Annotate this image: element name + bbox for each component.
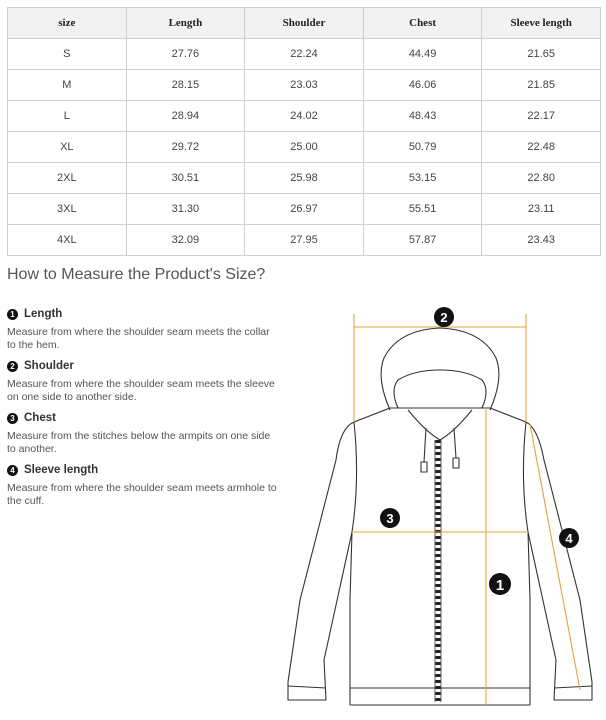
header-shoulder: Shoulder <box>245 8 364 39</box>
table-cell: 57.87 <box>363 225 482 256</box>
table-cell: 3XL <box>8 194 127 225</box>
left-cuff-seam <box>288 686 326 688</box>
right-cuff-seam <box>554 686 592 688</box>
table-row <box>8 194 601 225</box>
left-armhole-seam <box>352 422 357 532</box>
guide-title-sleeve-length: Sleeve length <box>24 464 99 476</box>
marker-4 <box>559 528 579 548</box>
table-cell: 26.97 <box>245 194 364 225</box>
marker-2-label: 2 <box>440 310 448 325</box>
table-header-row <box>8 8 601 39</box>
guide-item-head <box>7 410 277 426</box>
guide-title-chest: Chest <box>24 412 56 424</box>
left-drawstring-tip <box>421 462 427 472</box>
table-cell: 29.72 <box>126 132 245 163</box>
guide-item-sleeve-length <box>7 462 277 514</box>
left-drawstring <box>424 428 426 462</box>
marker-4-label: 4 <box>565 531 573 546</box>
table-cell: 32.09 <box>126 225 245 256</box>
hood-inner <box>394 370 486 408</box>
table-cell: 44.49 <box>363 39 482 70</box>
number-2-icon: 2 <box>7 361 18 372</box>
guide-title-length: Length <box>24 308 63 320</box>
right-drawstring <box>454 428 456 458</box>
table-row <box>8 70 601 101</box>
table-cell: 23.43 <box>482 225 601 256</box>
table-cell: 22.24 <box>245 39 364 70</box>
number-4-icon: 4 <box>7 465 18 476</box>
table-cell: 28.94 <box>126 101 245 132</box>
table-cell: 31.30 <box>126 194 245 225</box>
right-armhole-seam <box>523 422 528 532</box>
guide-desc-chest: Measure from the stitches below the armpits on one side to another. <box>7 430 271 455</box>
table-cell: 22.80 <box>482 163 601 194</box>
marker-3 <box>380 508 400 528</box>
guide-item-head <box>7 306 277 322</box>
marker-1-label: 1 <box>495 577 505 594</box>
table-cell: XL <box>8 132 127 163</box>
measurement-guide <box>7 306 277 514</box>
table-cell: L <box>8 101 127 132</box>
header-chest: Chest <box>363 8 482 39</box>
table-cell: 50.79 <box>363 132 482 163</box>
table-cell: 25.00 <box>245 132 364 163</box>
how-to-measure-title: How to Measure the Product's Size? <box>7 266 266 283</box>
table-cell: 48.43 <box>363 101 482 132</box>
table-row <box>8 225 601 256</box>
table-cell: 22.17 <box>482 101 601 132</box>
table-cell: 23.03 <box>245 70 364 101</box>
table-cell: 4XL <box>8 225 127 256</box>
guide-title-shoulder: Shoulder <box>24 360 74 372</box>
table-cell: 21.65 <box>482 39 601 70</box>
table-row <box>8 132 601 163</box>
guide-desc-length: Measure from where the shoulder seam meets the collar to the hem. <box>7 326 270 351</box>
table-cell: 21.85 <box>482 70 601 101</box>
guide-desc-sleeve-length: Measure from where the shoulder seam meets armhole to the cuff. <box>7 482 277 507</box>
hood-neckline <box>408 410 472 440</box>
hoodie-diagram <box>280 300 606 720</box>
table-cell: 27.95 <box>245 225 364 256</box>
table-cell: 25.98 <box>245 163 364 194</box>
table-cell: 22.48 <box>482 132 601 163</box>
guide-item-head <box>7 358 277 374</box>
number-3-icon: 3 <box>7 413 18 424</box>
table-row <box>8 101 601 132</box>
marker-3-label: 3 <box>386 511 394 526</box>
guide-item-chest <box>7 410 277 462</box>
table-row <box>8 163 601 194</box>
table-row <box>8 39 601 70</box>
right-drawstring-tip <box>453 458 459 468</box>
table-cell: 27.76 <box>126 39 245 70</box>
hood-outline <box>381 328 499 410</box>
number-1-icon: 1 <box>7 309 18 320</box>
guide-item-head <box>7 462 277 478</box>
marker-2 <box>434 307 454 327</box>
guide-desc-shoulder: Measure from where the shoulder seam meets the sleeve on one side to another side. <box>7 378 275 403</box>
size-chart-table <box>7 7 601 256</box>
guide-item-length <box>7 306 277 358</box>
table-cell: 55.51 <box>363 194 482 225</box>
sleeve-measure-line <box>530 424 580 690</box>
table-cell: 30.51 <box>126 163 245 194</box>
header-length: Length <box>126 8 245 39</box>
table-cell: 28.15 <box>126 70 245 101</box>
guide-item-shoulder <box>7 358 277 410</box>
table-cell: 24.02 <box>245 101 364 132</box>
table-cell: 2XL <box>8 163 127 194</box>
table-cell: M <box>8 70 127 101</box>
table-cell: 23.11 <box>482 194 601 225</box>
table-cell: 53.15 <box>363 163 482 194</box>
header-sleeve-length: Sleeve length <box>482 8 601 39</box>
table-cell: 46.06 <box>363 70 482 101</box>
table-cell: S <box>8 39 127 70</box>
header-size: size <box>8 8 127 39</box>
marker-1 <box>489 573 511 595</box>
